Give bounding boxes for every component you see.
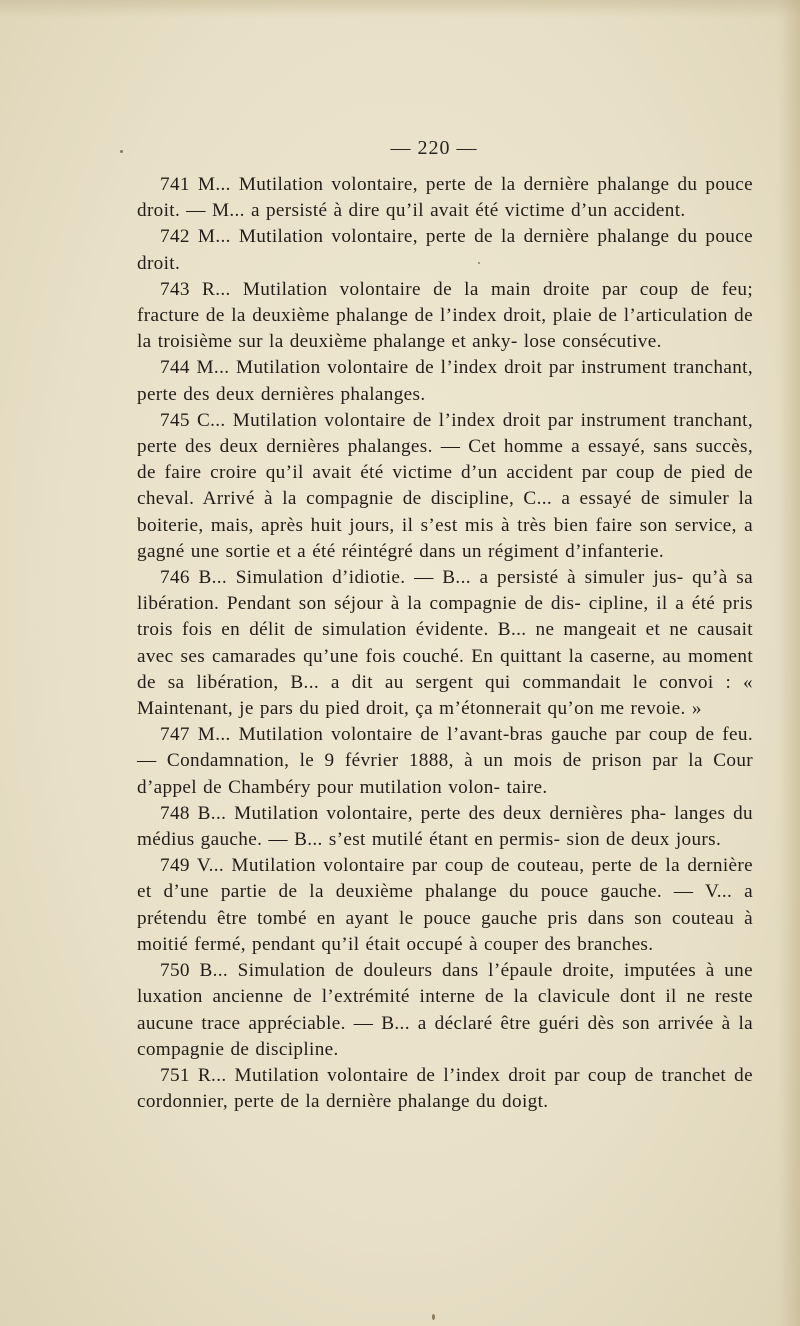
case-entry-745: 745 C... Mutilation volontaire de l’index droit par instrument tranchant, perte des deux dernières phalanges. — Cet homme a essayé, sans succès, de faire croire qu’il avait été victime d’un accident par coup de pied de cheval. Arrivé à la compagnie de discipline, C... a essayé de simuler la boiterie, mais, après huit jours, il s’est mis à très bien faire son service, a gagné une sortie et a été réintégré dans un régiment d’infanterie. (137, 409, 753, 562)
page-right-shadow (778, 0, 800, 1326)
case-entry-747: 747 M... Mutilation volontaire de l’avant-bras gauche par coup de feu. — Condamnation, le 9 février 1888, à un mois de prison par la Cour d’appel de Chambéry pour mutilation volon- taire. (137, 724, 753, 798)
page-top-shadow (0, 0, 800, 18)
case-entry-742: 742 M... Mutilation volontaire, perte de la dernière phalange du pouce droit. (137, 226, 753, 274)
paper-speck (478, 262, 480, 264)
case-entry-741: 741 M... Mutilation volontaire, perte de la dernière phalange du pouce droit. — M... a persisté à dire qu’il avait été victime d’un accident. (137, 174, 753, 222)
paper-speck (432, 1314, 435, 1320)
case-entry-744: 744 M... Mutilation volontaire de l’index droit par instrument tranchant, perte des deux dernières phalanges. (137, 357, 753, 405)
case-list (137, 172, 753, 1115)
paper-speck (120, 150, 123, 153)
case-entry-746: 746 B... Simulation d’idiotie. — B... a persisté à simuler jus- qu’à sa libération. Pendant son séjour à la compagnie de dis- cipline, il a été pris trois fois en délit de simulation évidente. B... ne mangeait et ne causait avec ses camarades qu’une fois couché. En quittant la caserne, au moment de sa libération, B... a dit au sergent qui commandait le convoi : « Maintenant, je pars du pied droit, ça m’étonnerait qu’on me revoie. » (137, 567, 753, 720)
case-entry-743: 743 R... Mutilation volontaire de la main droite par coup de feu; fracture de la deuxième phalange de l’index droit, plaie de l’articulation de la troisième sur la deuxième phalange et anky- lose consécutive. (137, 278, 753, 353)
case-entry-750: 750 B... Simulation de douleurs dans l’épaule droite, imputées à une luxation ancienne de l’extrémité interne de la clavicule dont il ne reste aucune trace appréciable. — B... a déclaré être guéri dès son arrivée à la compagnie de discipline. (137, 960, 753, 1060)
page-number: — 220 — (390, 137, 478, 159)
case-entry-748: 748 B... Mutilation volontaire, perte des deux dernières pha- langes du médius gauche. — B... s’est mutilé étant en permis- sion de deux jours. (137, 802, 753, 851)
case-entry-749: 749 V... Mutilation volontaire par coup de couteau, perte de la dernière et d’une partie de la deuxième phalange du pouce gauche. — V... a prétendu être tombé en ayant le pouce gauche pris dans son couteau à moitié fermé, pendant qu’il était occupé à couper des branches. (137, 855, 753, 955)
case-entry-751: 751 R... Mutilation volontaire de l’index droit par coup de tranchet de cordonnier, perte de la dernière phalange du doigt. (137, 1064, 753, 1113)
